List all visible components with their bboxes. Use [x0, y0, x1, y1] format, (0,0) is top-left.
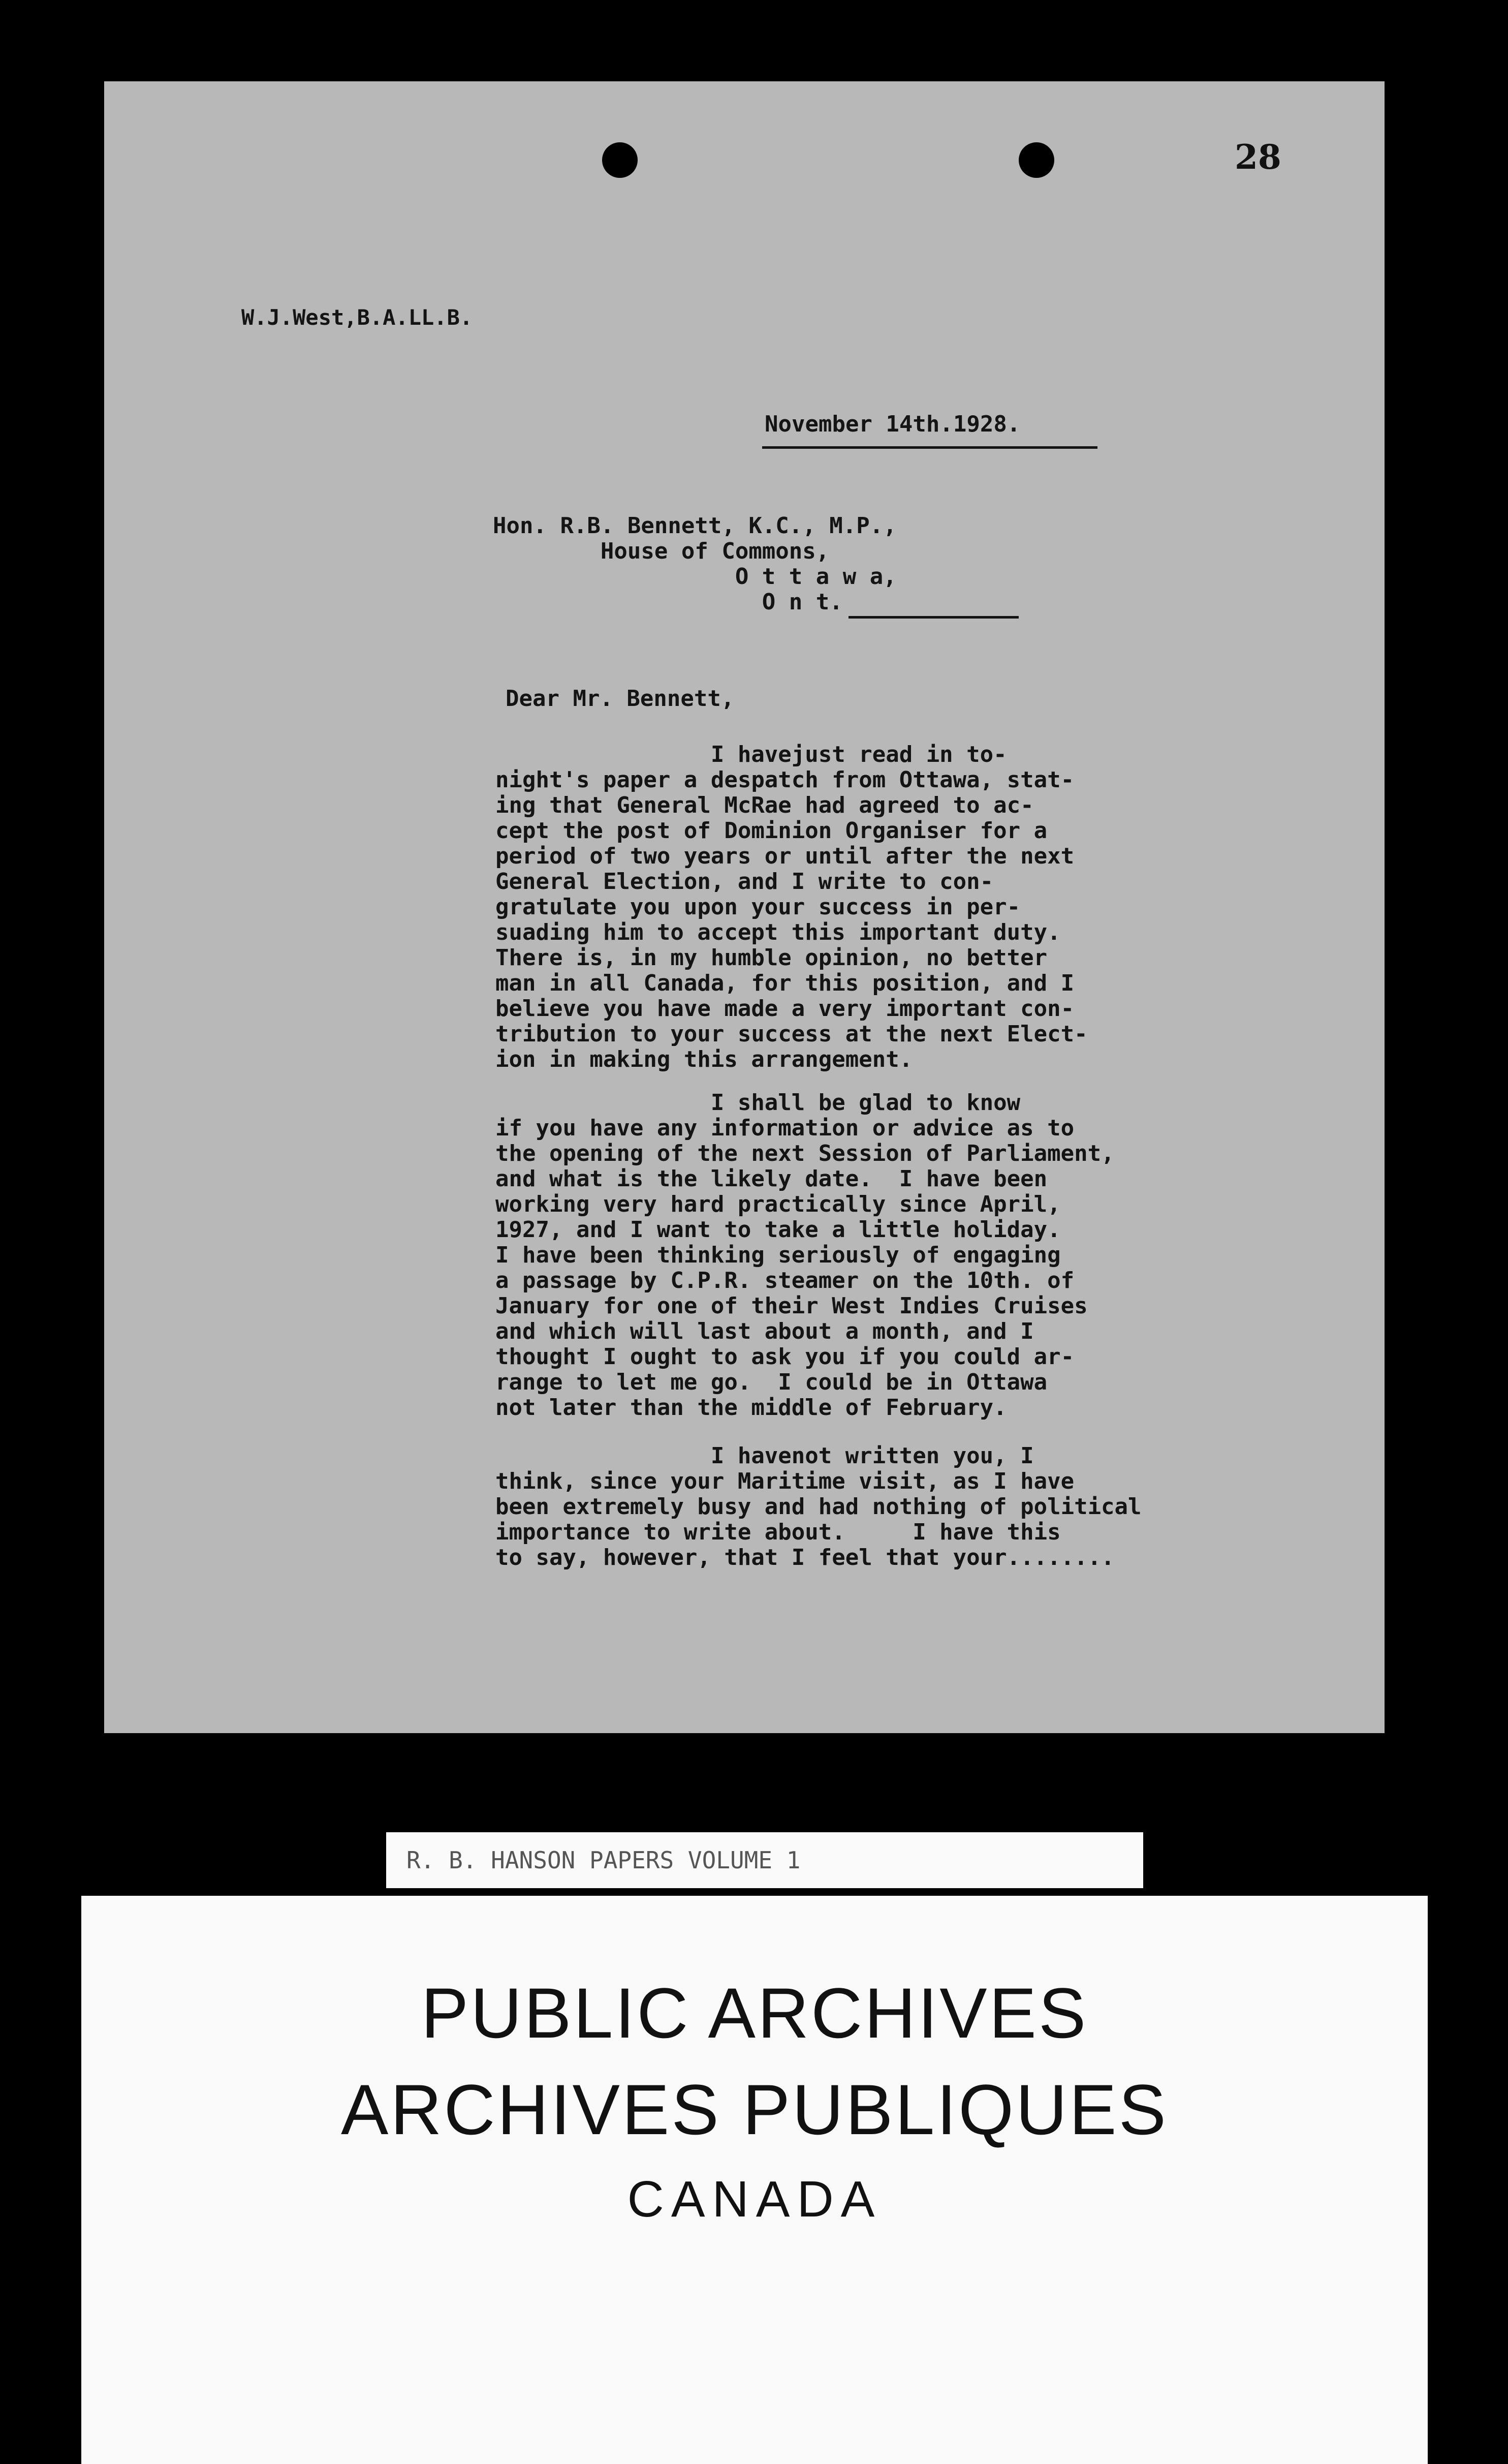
letter-sheet	[104, 81, 1385, 1733]
address-underline	[849, 616, 1019, 619]
archive-country: CANADA	[627, 2171, 882, 2228]
salutation: Dear Mr. Bennett,	[506, 686, 735, 712]
archive-title-english: PUBLIC ARCHIVES	[421, 1973, 1088, 2053]
punch-hole-right	[1019, 142, 1054, 178]
archive-title-french: ARCHIVES PUBLIQUES	[341, 2070, 1168, 2149]
punch-hole-left	[602, 142, 638, 178]
letter-paragraph-3: I havenot written you, I think, since your Maritime visit, as I have been extremely busy and had nothing of political importance to write about. I have this to say, however, that I feel that your........	[495, 1443, 1142, 1570]
letter-paragraph-2: I shall be glad to know if you have any information or advice as to the opening of the next Session of Parliament, and what is the likely date. I have been working very hard practically since April, 1927, and I want to take a little holiday. I have been thinking seriously of engaging a passage by C.P.R. steamer on the 10th. of January for one of their West Indies Cruises and which will last about a month, and I thought I ought to ask you if you could ar- range to let me go. I could be in Ottawa not later than the middle of February.	[495, 1090, 1115, 1421]
file-label: R. B. HANSON PAPERS VOLUME 1	[386, 1832, 1143, 1888]
letter-paragraph-1: I havejust read in to- night's paper a despatch from Ottawa, stat- ing that General McRae had agreed to ac- cept the post of Dominion Organiser for a period of two years or until after the next General Election, and I write to con- gratulate you upon your success in per- suading him to accept this important duty. There is, in my humble opinion, no better man in all Canada, for this position, and I believe you have made a very important con- tribution to your success at the next Elect- ion in making this arrangement.	[495, 742, 1088, 1072]
letter-date: November 14th.1928.	[765, 411, 1021, 437]
archive-card	[81, 1896, 1428, 2464]
date-underline	[762, 446, 1097, 449]
page-number: 28	[1235, 137, 1281, 177]
recipient-address: Hon. R.B. Bennett, K.C., M.P., House of Commons, O t t a w a, O n t.	[493, 513, 897, 615]
sender-line: W.J.West,B.A.LL.B.	[241, 305, 473, 330]
